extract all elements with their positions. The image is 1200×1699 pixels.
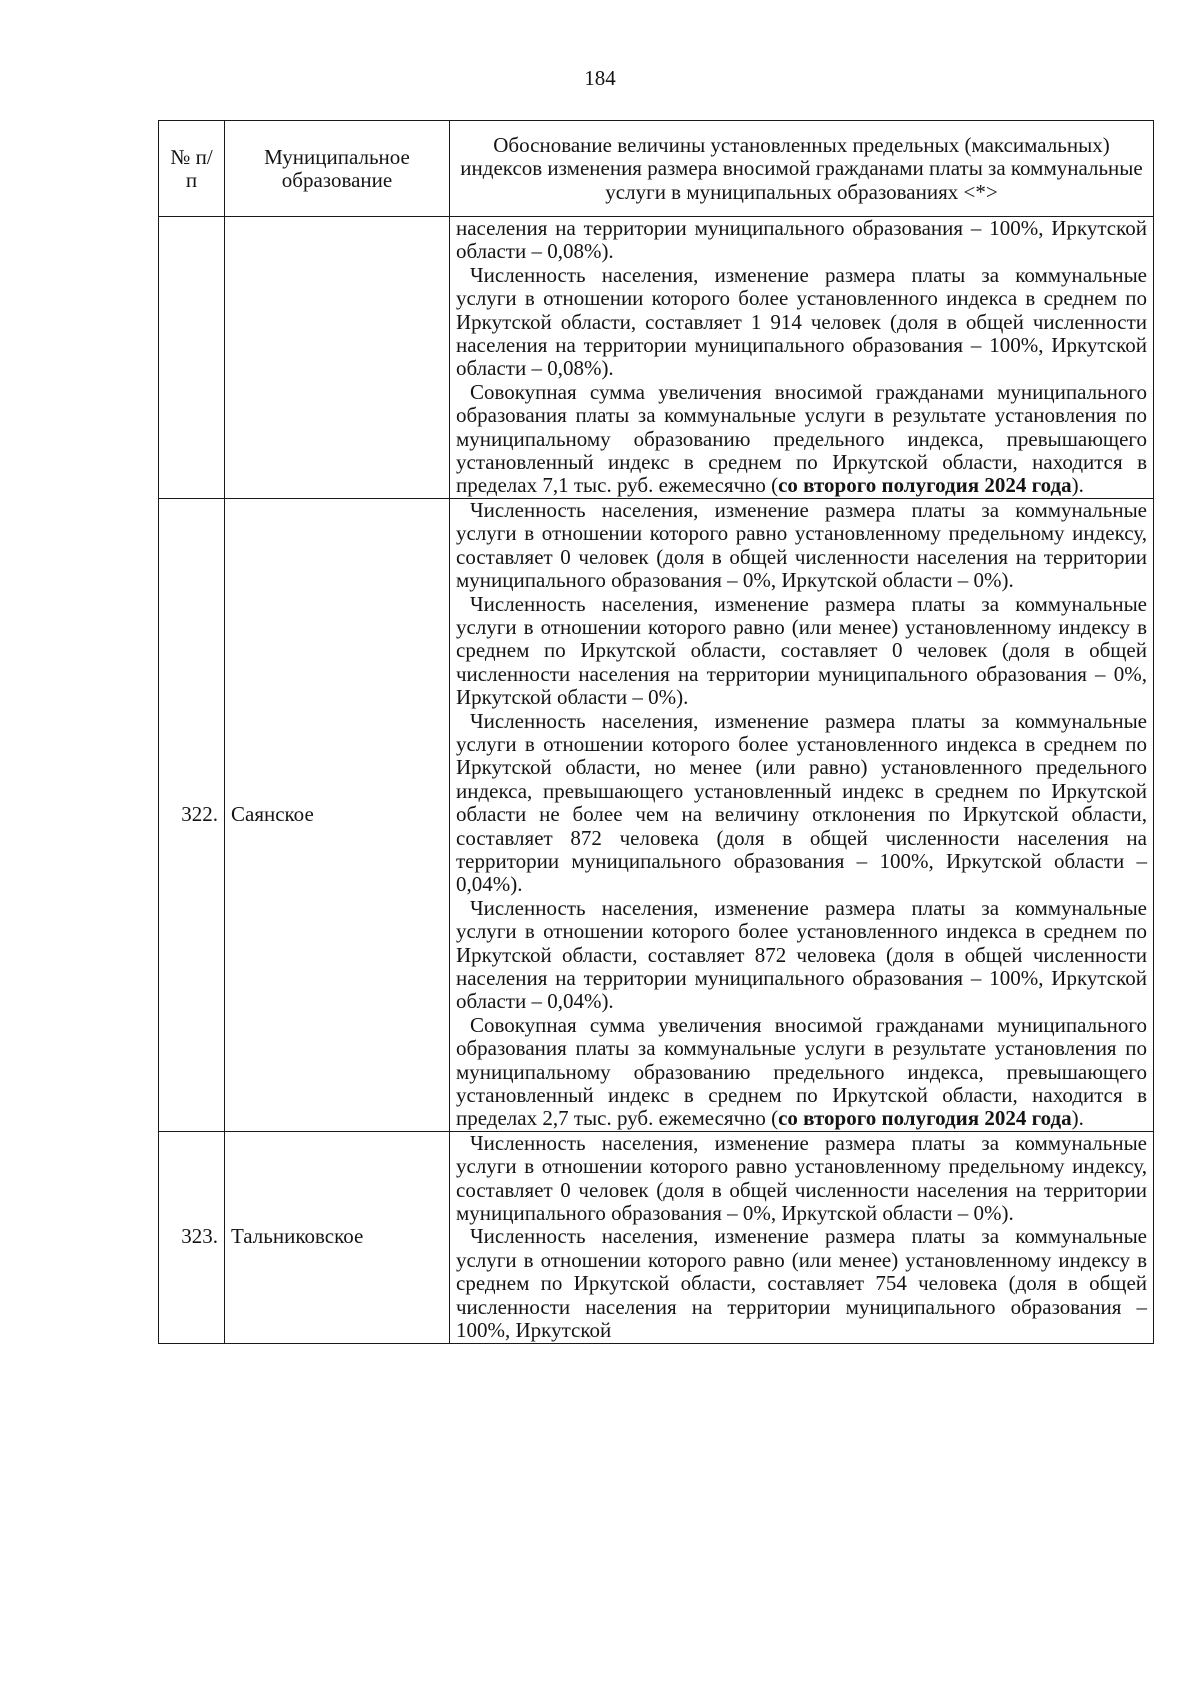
table-body	[159, 217, 1154, 1344]
paragraph-text: Совокупная сумма увеличения вносимой гражданами муниципального образования платы за коммунальные услуги в результате установления по муниципальному образованию предельного индекса, превышающего установленный индекс в среднем по Иркутской области, находится в пределах 2,7 тыс. руб. ежемесячно (	[456, 1012, 1147, 1131]
paragraph-tail: ).	[1071, 1106, 1084, 1131]
paragraph-tail: ).	[1071, 473, 1084, 498]
table-row	[159, 217, 1154, 499]
tariff-index-table	[158, 120, 1154, 1344]
header-number: № п/п	[159, 121, 225, 217]
justification-paragraph	[456, 264, 1147, 381]
paragraph-text: Численность населения, изменение размера платы за коммунальные услуги в отношении которого более установленного индекса в среднем по Иркутской области, составляет 1 914 человек (доля в общей численности населения на территории муниципального образования – 100%, Иркутской области – 0,08%).	[456, 262, 1147, 381]
justification-paragraph	[456, 593, 1147, 710]
justification-paragraph	[456, 1132, 1147, 1226]
row-number: 323.	[159, 1131, 225, 1343]
justification-paragraph	[456, 217, 1147, 264]
municipality-name	[225, 217, 450, 499]
justification-paragraph	[456, 710, 1147, 897]
justification-paragraph	[456, 381, 1147, 498]
paragraph-text: Совокупная сумма увеличения вносимой гражданами муниципального образования платы за коммунальные услуги в результате установления по муниципальному образованию предельного индекса, превышающего установленный индекс в среднем по Иркутской области, находится в пределах 7,1 тыс. руб. ежемесячно (	[456, 379, 1147, 498]
table-row	[159, 1131, 1154, 1343]
paragraph-text: Численность населения, изменение размера платы за коммунальные услуги в отношении которого равно (или менее) установленному индексу в среднем по Иркутской области, составляет 754 человека (доля в общей численности населения на территории муниципального образования – 100%, Иркутской	[456, 1224, 1147, 1343]
header-municipality: Муниципальное образование	[225, 121, 450, 217]
municipality-name: Тальниковское	[225, 1131, 450, 1343]
justification-text	[450, 498, 1154, 1131]
page-number: 184	[584, 66, 616, 90]
paragraph-text: Численность населения, изменение размера платы за коммунальные услуги в отношении которого более установленного индекса в среднем по Иркутской области, но менее (или равно) установленного предельного индекса, превышающего установленный индекс в среднем по Иркутской области не более чем на величину отклонения по Иркутской области, составляет 872 человека (доля в общей численности населения на территории муниципального образования – 100%, Иркутской области – 0,04%).	[456, 708, 1147, 897]
justification-paragraph	[456, 1225, 1147, 1342]
table-header-row	[159, 121, 1154, 217]
paragraph-text: Численность населения, изменение размера платы за коммунальные услуги в отношении которого равно установленному предельному индексу, составляет 0 человек (доля в общей численности населения на территории муниципального образования – 0%, Иркутской области – 0%).	[456, 1130, 1147, 1226]
paragraph-text: Численность населения, изменение размера платы за коммунальные услуги в отношении которого равно установленному предельному индексу, составляет 0 человек (доля в общей численности населения на территории муниципального образования – 0%, Иркутской области – 0%).	[456, 497, 1147, 593]
justification-paragraph	[456, 499, 1147, 593]
justification-paragraph	[456, 897, 1147, 1014]
row-number: 322.	[159, 498, 225, 1131]
municipality-name: Саянское	[225, 498, 450, 1131]
justification-text	[450, 1131, 1154, 1343]
paragraph-text: Численность населения, изменение размера платы за коммунальные услуги в отношении которого равно (или менее) установленному индексу в среднем по Иркутской области, составляет 0 человек (доля в общей численности населения на территории муниципального образования – 0%, Иркутской области – 0%).	[456, 591, 1147, 710]
row-number	[159, 217, 225, 499]
justification-text	[450, 217, 1154, 499]
justification-paragraph	[456, 1014, 1147, 1131]
period-emphasis: со второго полугодия 2024 года	[778, 473, 1072, 498]
header-justification: Обоснование величины установленных предельных (максимальных) индексов изменения размера вносимой гражданами платы за коммунальные услуги в муниципальных образованиях <*>	[450, 121, 1154, 217]
period-emphasis: со второго полугодия 2024 года	[778, 1106, 1072, 1131]
table-row	[159, 498, 1154, 1131]
paragraph-text: населения на территории муниципального образования – 100%, Иркутской области – 0,08%).	[456, 216, 1147, 264]
paragraph-text: Численность населения, изменение размера платы за коммунальные услуги в отношении которого более установленного индекса в среднем по Иркутской области, составляет 872 человека (доля в общей численности населения на территории муниципального образования – 100%, Иркутской области – 0,04%).	[456, 895, 1147, 1014]
